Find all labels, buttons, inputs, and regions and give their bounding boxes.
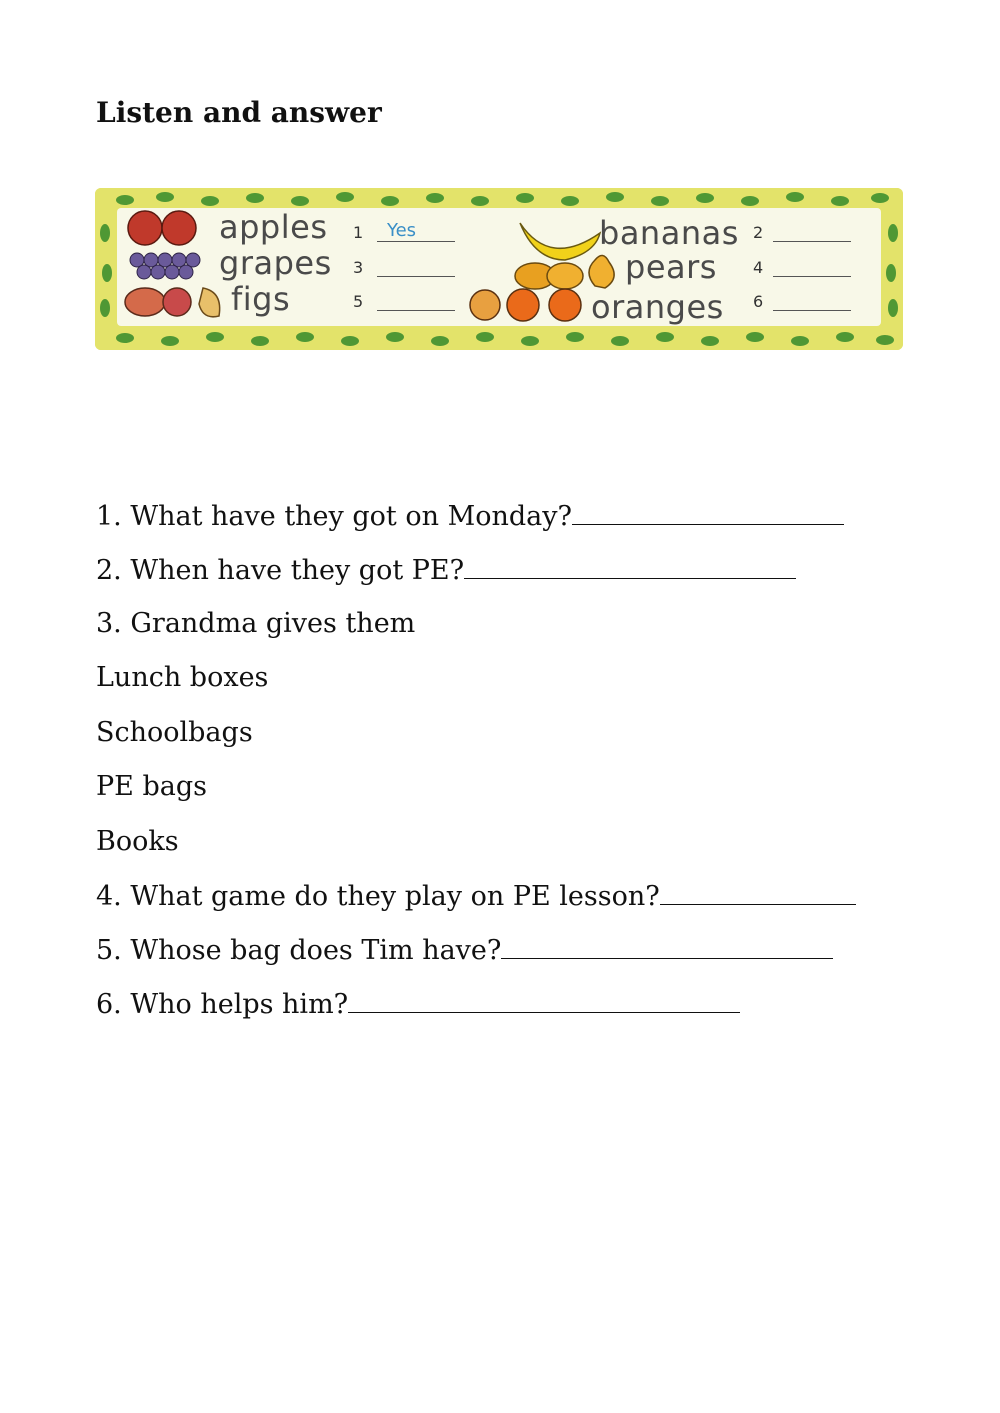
fruit-label: bananas — [599, 214, 739, 252]
fruit-label: apples — [219, 208, 328, 246]
answer-number: 3 — [353, 258, 364, 277]
question-4 — [96, 880, 856, 912]
option-item[interactable]: Books — [96, 826, 179, 857]
question-text: 1. What have they got on Monday? — [96, 501, 572, 532]
question-1 — [96, 500, 844, 532]
fruit-banner — [95, 188, 903, 350]
question-text: 5. Whose bag does Tim have? — [96, 935, 502, 966]
answer-field[interactable] — [773, 289, 851, 311]
answer-blank[interactable] — [660, 880, 856, 905]
question-text: 2. When have they got PE? — [96, 555, 465, 586]
option-item[interactable]: Lunch boxes — [96, 662, 269, 693]
answer-blank[interactable] — [348, 988, 740, 1013]
fruit-label: grapes — [219, 244, 332, 282]
answer-blank[interactable] — [464, 554, 796, 579]
page-title: Listen and answer — [96, 96, 382, 129]
answer-number: 1 — [353, 223, 364, 242]
fruit-label: pears — [625, 248, 717, 286]
question-2 — [96, 554, 796, 586]
fruit-label: oranges — [591, 288, 724, 326]
answer-number: 4 — [753, 258, 764, 277]
answer-number: 5 — [353, 292, 364, 311]
answer-field[interactable]: Yes — [377, 220, 455, 242]
answer-field[interactable] — [773, 220, 851, 242]
question-6 — [96, 988, 740, 1020]
answer-number: 2 — [753, 223, 764, 242]
answer-field[interactable] — [773, 255, 851, 277]
question-3: 3. Grandma gives them — [96, 608, 416, 639]
option-item[interactable]: Schoolbags — [96, 717, 253, 748]
answer-number: 6 — [753, 292, 764, 311]
question-text: 6. Who helps him? — [96, 989, 349, 1020]
option-item[interactable]: PE bags — [96, 771, 207, 802]
answer-blank[interactable] — [501, 934, 833, 959]
answer-field[interactable] — [377, 289, 455, 311]
answer-field[interactable] — [377, 255, 455, 277]
question-5 — [96, 934, 833, 966]
fig-icon — [125, 288, 220, 317]
orange-icon — [470, 289, 581, 321]
fruit-label: figs — [231, 280, 291, 318]
question-text: 4. What game do they play on PE lesson? — [96, 881, 660, 912]
answer-blank[interactable] — [572, 500, 844, 525]
